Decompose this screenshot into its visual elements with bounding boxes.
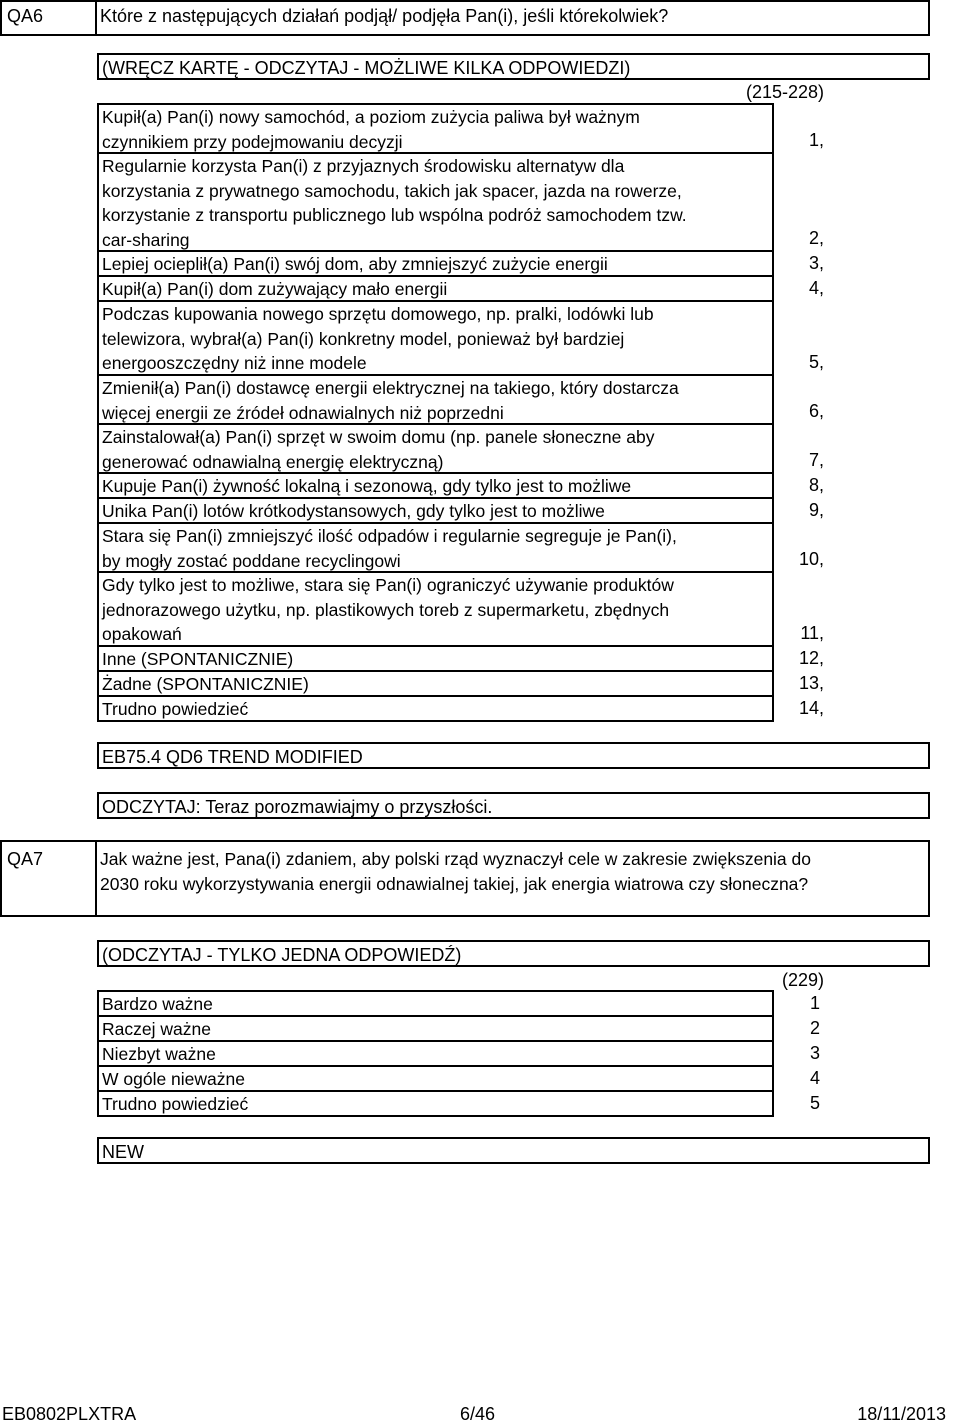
option-qa6-14: Trudno powiedzieć: [97, 695, 774, 722]
option-qa6-1: Kupił(a) Pan(i) nowy samochód, a poziom zużycia paliwa był ważnym czynnikiem przy podejmowaniu decyzji: [97, 103, 774, 154]
question-text-qa6-box: [95, 0, 930, 36]
code-range-qa6: (215-228): [745, 82, 824, 102]
new-note: NEW: [97, 1137, 930, 1164]
option-qa6-3: Lepiej ocieplił(a) Pan(i) swój dom, aby zmniejszyć zużycie energii: [97, 250, 774, 277]
code-qa6-7: 7,: [808, 450, 824, 470]
code-qa6-14: 14,: [798, 698, 824, 718]
code-qa6-4: 4,: [808, 278, 824, 298]
code-qa7-2: 2: [809, 1018, 820, 1038]
question-id-qa7: QA7: [7, 849, 44, 869]
option-qa7-5: Trudno powiedzieć: [97, 1090, 774, 1117]
read-note: ODCZYTAJ: Teraz porozmawiajmy o przyszłości.: [97, 792, 930, 819]
code-qa6-1: 1,: [808, 130, 824, 150]
code-qa6-11: 11,: [800, 623, 824, 643]
code-qa7-1: 1: [809, 993, 820, 1013]
question-id-qa6: QA6: [7, 6, 44, 26]
code-qa6-5: 5,: [808, 352, 824, 372]
instruction-qa6: (WRĘCZ KARTĘ - ODCZYTAJ - MOŻLIWE KILKA ODPOWIEDZI): [97, 53, 930, 80]
option-qa6-13: Żadne (SPONTANICZNIE): [97, 670, 774, 697]
option-qa6-2: Regularnie korzysta Pan(i) z przyjaznych środowisku alternatyw dla korzystania z prywatnego samochodu, takich jak spacer, jazda na rowerze, korzystanie z transportu publicznego lub wspólna podróż samochodem tzw. car-sharing: [97, 152, 774, 252]
option-qa6-5: Podczas kupowania nowego sprzętu domowego, np. pralki, lodówki lub telewizora, wybrał(a) Pan(i) konkretny model, ponieważ był bardziej energooszczędny niż inne modele: [97, 300, 774, 376]
question-text-qa7-box: [95, 840, 930, 917]
code-qa6-9: 9,: [808, 500, 824, 520]
code-range-qa7: (229): [781, 970, 824, 990]
code-qa6-2: 2,: [808, 228, 824, 248]
question-text-qa7-line2: 2030 roku wykorzystywania energii odnawialnej takiej, jak energia wiatrowa czy słoneczna?: [100, 873, 809, 894]
option-qa6-10: Stara się Pan(i) zmniejszyć ilość odpadów i regularnie segreguje je Pan(i), by mogły zostać poddane recyclingowi: [97, 522, 774, 573]
option-qa7-3: Niezbyt ważne: [97, 1040, 774, 1067]
code-qa6-13: 13,: [798, 673, 824, 693]
question-id-qa7-box: [0, 840, 97, 917]
option-qa7-2: Raczej ważne: [97, 1015, 774, 1042]
code-qa6-3: 3,: [808, 253, 824, 273]
trend-note: EB75.4 QD6 TREND MODIFIED: [97, 742, 930, 769]
question-text-qa7-line1: Jak ważne jest, Pana(i) zdaniem, aby polski rząd wyznaczył cele w zakresie zwiększenia do: [100, 849, 811, 869]
code-qa6-10: 10,: [798, 549, 824, 569]
option-qa6-8: Kupuje Pan(i) żywność lokalną i sezonową, gdy tylko jest to możliwe: [97, 472, 774, 499]
option-qa6-4: Kupił(a) Pan(i) dom zużywający mało energii: [97, 275, 774, 302]
code-qa7-3: 3: [809, 1043, 820, 1063]
option-qa7-1: Bardzo ważne: [97, 990, 774, 1017]
option-qa6-11: Gdy tylko jest to możliwe, stara się Pan(i) ograniczyć używanie produktów jednorazowego użytku, np. plastikowych toreb z supermarketu, zbędnych opakowań: [97, 571, 774, 647]
footer-page-number: 6/46: [460, 1404, 496, 1424]
option-qa6-6: Zmienił(a) Pan(i) dostawcę energii elektrycznej na takiego, który dostarcza więcej energii ze źródeł odnawialnych niż poprzedni: [97, 374, 774, 425]
question-text-qa6: Które z następujących działań podjął/ podjęła Pan(i), jeśli którekolwiek?: [100, 6, 669, 26]
footer-doc-code: EB0802PLXTRA: [2, 1404, 137, 1424]
question-id-qa6-box: [0, 0, 97, 36]
option-qa6-7: Zainstalował(a) Pan(i) sprzęt w swoim domu (np. panele słoneczne aby generować odnawialną energię elektryczną): [97, 423, 774, 474]
code-qa7-4: 4: [809, 1068, 820, 1088]
instruction-qa7: (ODCZYTAJ - TYLKO JEDNA ODPOWIEDŹ): [97, 940, 930, 967]
code-qa6-6: 6,: [808, 401, 824, 421]
option-qa6-12: Inne (SPONTANICZNIE): [97, 645, 774, 672]
option-qa7-4: W ogóle nieważne: [97, 1065, 774, 1092]
option-qa6-9: Unika Pan(i) lotów krótkodystansowych, gdy tylko jest to możliwe: [97, 497, 774, 524]
code-qa6-8: 8,: [808, 475, 824, 495]
footer-date: 18/11/2013: [857, 1404, 946, 1424]
code-qa7-5: 5: [809, 1093, 820, 1113]
code-qa6-12: 12,: [798, 648, 824, 668]
